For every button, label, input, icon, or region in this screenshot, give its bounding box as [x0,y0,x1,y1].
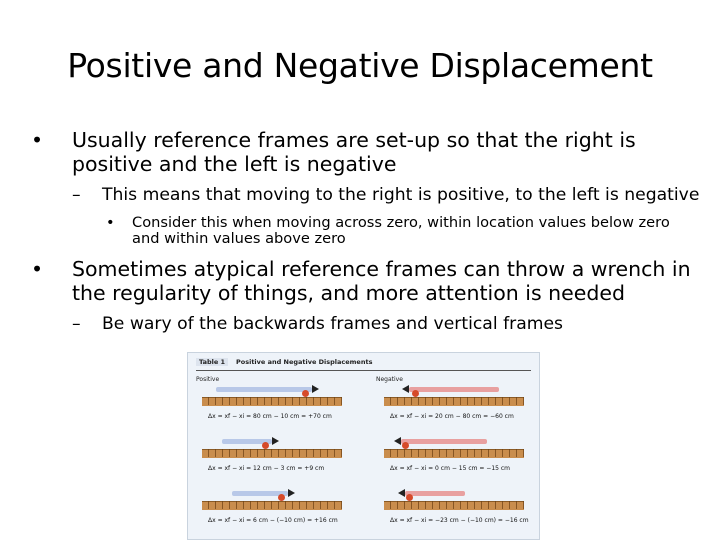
sub-bullet-text: Be wary of the backwards frames and vertical frames [102,314,563,334]
bullet-list [26,128,706,334]
sub-bullet-item [26,185,706,205]
ball-icon [262,442,269,449]
subsub-bullet-item [26,215,692,247]
bullet-text: Usually reference frames are set-up so that the right is positive and the left is negative [72,128,636,176]
positive-column-label: Positive [196,376,220,383]
equation: Δx = xf − xi = 20 cm − 80 cm = −60 cm [390,413,514,420]
meter-stick-ticks [202,501,342,509]
equation: Δx = xf − xi = 0 cm − 15 cm = −15 cm [390,465,511,472]
equation: Δx = xf − xi = 12 cm − 3 cm = +9 cm [208,465,325,472]
ball-icon [402,442,409,449]
arrow-bar [401,439,487,444]
arrow-left-icon [394,437,401,445]
equation: Δx = xf − xi = 80 cm − 10 cm = +70 cm [208,413,332,420]
ball-icon [302,390,309,397]
figure-header [196,358,531,370]
subsub-bullet-dot: • [106,214,115,231]
ball-icon [412,390,419,397]
meter-stick-ticks [384,449,524,457]
meter-stick-ticks [384,397,524,405]
slide-title: Positive and Negative Displacement [67,46,653,85]
bullet-text: Sometimes atypical reference frames can throw a wrench in the regularity of things, and more attention is needed [72,257,691,305]
bullet-dot: • [30,257,44,281]
displacement-panel [202,433,342,481]
displacement-panel [202,485,342,533]
arrow-left-icon [398,489,405,497]
displacement-panel [384,433,524,481]
displacement-panel [384,485,529,533]
bullet-dot: • [30,128,44,152]
sub-bullet-text: This means that moving to the right is positive, to the left is negative [102,185,700,205]
displacement-table-figure [187,352,540,540]
displacement-panel [202,381,342,429]
arrow-right-icon [288,489,295,497]
equation: Δx = xf − xi = −23 cm − (−10 cm) = −16 cm [390,517,529,524]
sub-bullet-item [26,314,706,334]
bullet-item [26,257,706,305]
arrow-bar [216,387,312,392]
ball-icon [278,494,285,501]
arrow-right-icon [272,437,279,445]
table-caption: Positive and Negative Displacements [236,358,373,366]
negative-column-label: Negative [376,376,403,383]
arrow-left-icon [402,385,409,393]
ball-icon [406,494,413,501]
equation: Δx = xf − xi = 6 cm − (−10 cm) = +16 cm [208,517,338,524]
arrow-bar [405,491,465,496]
sub-bullet-dash: – [72,314,81,334]
table-label: Table 1 [196,358,228,366]
subsub-bullet-text: Consider this when moving across zero, within location values below zero and within values above zero [132,214,670,247]
meter-stick-ticks [384,501,524,509]
arrow-right-icon [312,385,319,393]
bullet-item [26,128,706,176]
displacement-panel [384,381,524,429]
figure-divider [196,370,531,371]
arrow-bar [409,387,499,392]
meter-stick-ticks [202,397,342,405]
meter-stick-ticks [202,449,342,457]
sub-bullet-dash: – [72,185,81,205]
